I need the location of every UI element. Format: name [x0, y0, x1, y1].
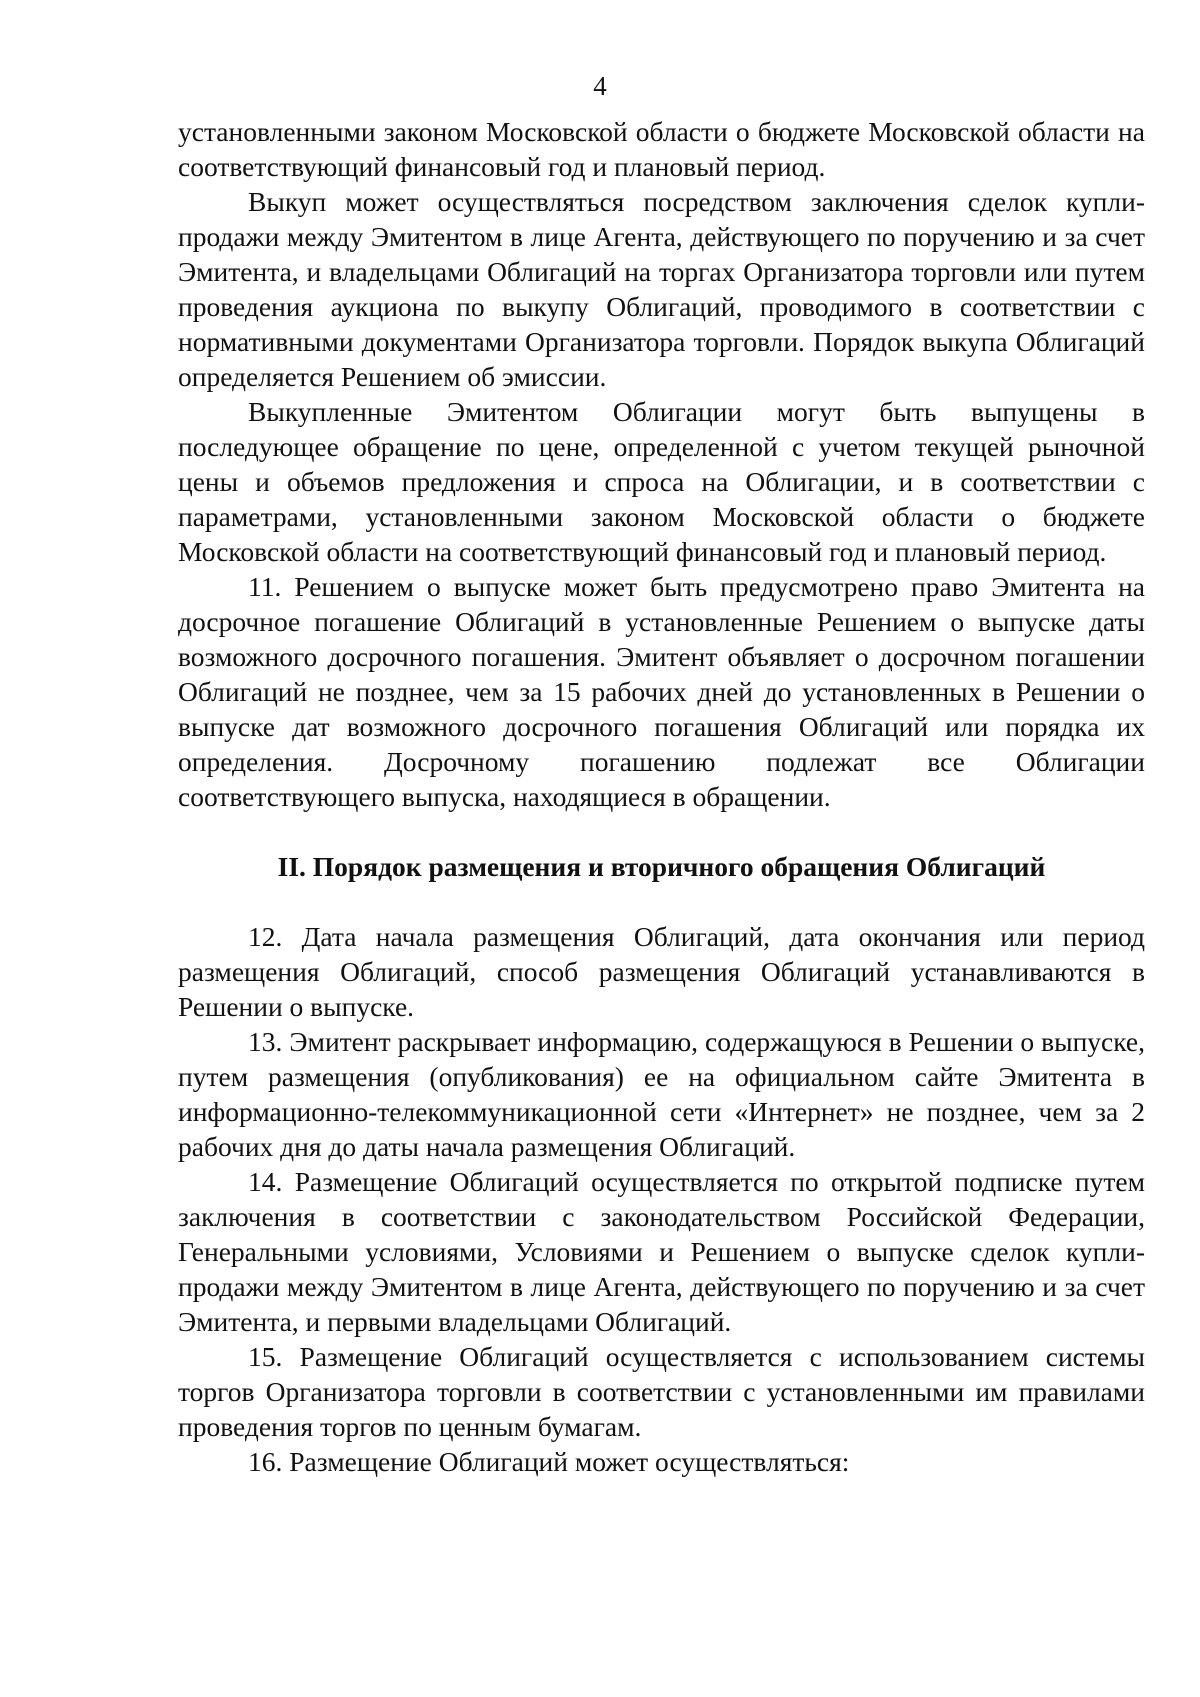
section-heading: II. Порядок размещения и вторичного обращения Облигаций [277, 851, 1046, 882]
paragraph-continuation: установленными законом Московской области о бюджете Московской области на соответствующий финансовый год и плановый период. [178, 116, 1145, 182]
page-number: 4 [593, 71, 607, 101]
paragraph-item-16: 16. Размещение Облигаций может осуществляться: [248, 1446, 850, 1477]
paragraph-item-12: 12. Дата начала размещения Облигаций, дата окончания или период размещения Облигаций, способ размещения Облигаций устанавливаются в Решении о выпуске. [178, 921, 1145, 1022]
paragraph-item-11: 11. Решением о выпуске может быть предусмотрено право Эмитента на досрочное погашение Облигаций в установленные Решением о выпуске даты возможного досрочного погашения. Эмитент объявляет о досрочном погашении Облигаций не позднее, чем за 15 рабочих дней до установленных в Решении о выпуске дат возможного досрочного погашения Облигаций или порядка их определения. Досрочному погашению подлежат все Облигации соответствующего выпуска, находящиеся в обращении. [178, 571, 1145, 812]
paragraph-buyback-method: Выкуп может осуществляться посредством заключения сделок купли-продажи между Эмитентом в лице Агента, действующего по поручению и за счет Эмитента, и владельцами Облигаций на торгах Организатора торговли или путем проведения аукциона по выкупу Облигаций, проводимого в соответствии с нормативными документами Организатора торговли. Порядок выкупа Облигаций определяется Решением об эмиссии. [178, 186, 1145, 392]
paragraph-item-14: 14. Размещение Облигаций осуществляется по открытой подписке путем заключения в соответствии с законодательством Российской Федерации, Генеральными условиями, Условиями и Решением о выпуске сделок купли-продажи между Эмитентом в лице Агента, действующего по поручению и за счет Эмитента, и первыми владельцами Облигаций. [178, 1166, 1145, 1337]
paragraph-repurchased-circulation: Выкупленные Эмитентом Облигации могут быть выпущены в последующее обращение по цене, определенной с учетом текущей рыночной цены и объемов предложения и спроса на Облигации, и в соответствии с параметрами, установленными законом Московской области о бюджете Московской области на соответствующий финансовый год и плановый период. [178, 396, 1145, 567]
paragraph-item-13: 13. Эмитент раскрывает информацию, содержащуюся в Решении о выпуске, путем размещения (опубликования) ее на официальном сайте Эмитента в информационно-телекоммуникационной сети «Интернет» не позднее, чем за 2 рабочих дня до даты начала размещения Облигаций. [178, 1026, 1145, 1162]
paragraph-item-15: 15. Размещение Облигаций осуществляется с использованием системы торгов Организатора торговли в соответствии с установленными им правилами проведения торгов по ценным бумагам. [178, 1341, 1145, 1442]
document-body [178, 114, 1145, 1479]
